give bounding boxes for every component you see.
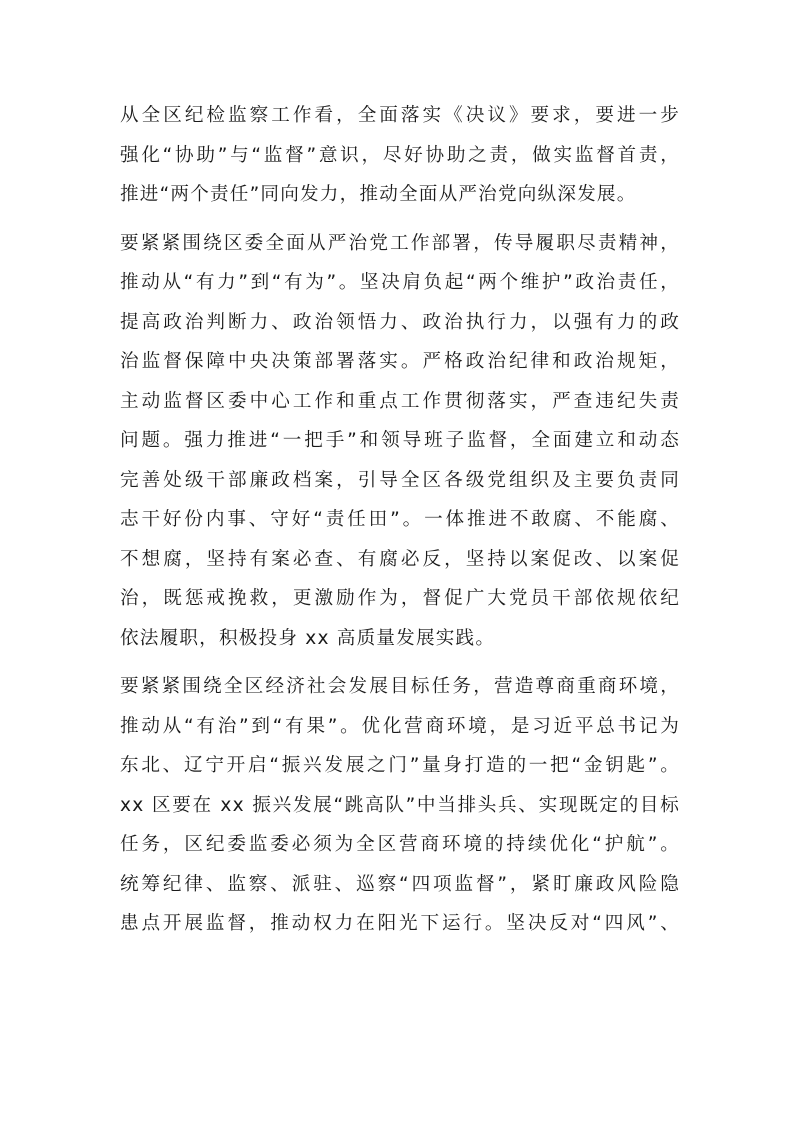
paragraph-1	[120, 96, 680, 215]
text-line: 推动从“有力”到“有为”。坚决肩负起“两个维护”政治责任，	[120, 272, 680, 293]
paragraph-3	[120, 667, 680, 944]
text-line: 推动从“有治”到“有果”。优化营商环境，是习近平总书记为	[120, 715, 680, 737]
paragraph-2	[120, 224, 680, 659]
paragraph-gap	[120, 215, 680, 224]
text-line: 主动监督区委中心工作和重点工作贯彻落实，严查违纪失责	[120, 390, 680, 412]
text-line: 不想腐，坚持有案必查、有腐必反，坚持以案促改、以案促	[120, 548, 680, 570]
text-line: 依法履职，积极投身 xx 高质量发展实践。	[120, 627, 496, 649]
text-line: xx 区要在 xx 振兴发展“跳高队”中当排头兵、实现既定的目标	[120, 794, 680, 816]
text-line: 问题。强力推进“一把手”和领导班子监督，全面建立和动态	[120, 430, 680, 451]
text-line: 推进“两个责任”同向发力，推动全面从严治党向纵深发展。	[120, 184, 637, 205]
text-line: 志干好份内事、守好“责任田”。一体推进不敢腐、不能腐、	[120, 509, 680, 530]
text-line: 要紧紧围绕全区经济社会发展目标任务，营造尊商重商环境，	[120, 676, 680, 697]
paragraph-gap	[120, 658, 680, 667]
text-line: 治，既惩戒挽救，更激励作为，督促广大党员干部依规依纪	[120, 588, 680, 609]
text-line: 完善处级干部廉政档案，引导全区各级党组织及主要负责同	[120, 469, 680, 491]
text-line: 从全区纪检监察工作看，全面落实《决议》要求，要进一步	[120, 105, 680, 126]
text-line: 任务，区纪委监委必须为全区营商环境的持续优化“护航”。	[120, 834, 680, 855]
text-line: 强化“协助”与“监督”意识，尽好协助之责，做实监督首责，	[120, 144, 680, 166]
text-line: 统筹纪律、监察、派驻、巡察“四项监督”，紧盯廉政风险隐	[120, 873, 680, 895]
document-body	[120, 96, 680, 944]
text-line: 提高政治判断力、政治领悟力、政治执行力，以强有力的政	[120, 311, 680, 333]
text-line: 要紧紧围绕区委全面从严治党工作部署，传导履职尽责精神，	[120, 232, 680, 254]
text-line: 治监督保障中央决策部署落实。严格政治纪律和政治规矩，	[120, 351, 680, 372]
text-line: 患点开展监督，推动权力在阳光下运行。坚决反对“四风”、	[120, 913, 680, 934]
text-line: 东北、辽宁开启“振兴发展之门”量身打造的一把“金钥匙”。	[120, 755, 680, 776]
